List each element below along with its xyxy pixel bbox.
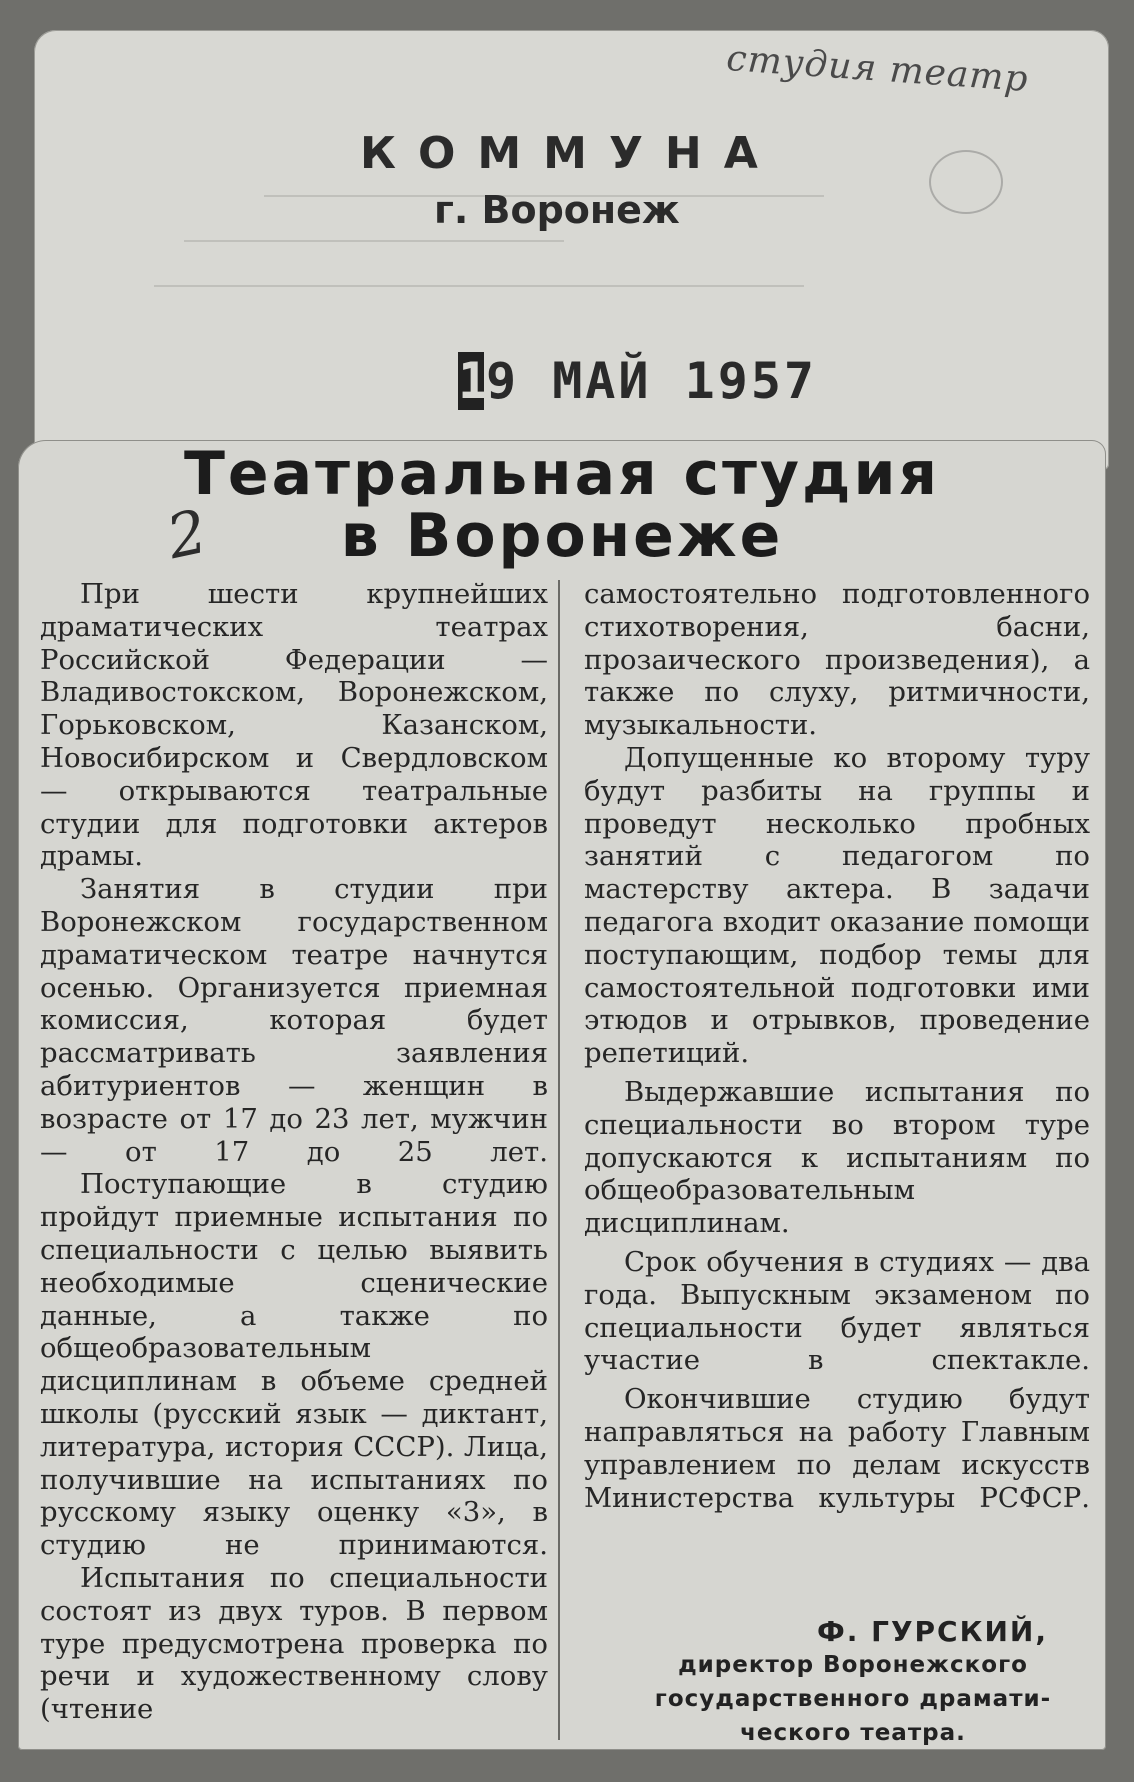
- faint-print-line: [184, 240, 564, 242]
- faint-print-line: [154, 285, 804, 287]
- paragraph: Выдержавшие испытания по специальности во втором туре допускаются к испытаниям по общеобразовательным дисциплинам.: [584, 1075, 1090, 1240]
- paragraph: Испытания по специальности состоят из двух туров. В первом туре предусмотрена проверка по речи и художественному слову (чтение: [40, 1561, 548, 1726]
- article-title-line-2: в Воронеже: [340, 501, 784, 571]
- author-position-line: ческого театра.: [740, 1720, 966, 1746]
- paragraph: Занятия в студии при Воронежском государственном драматическом театре начнутся осенью. Организуется приемная комиссия, которая будет рассматривать заявления абитуриентов — женщин в возрасте от 17 до 23 лет, мужчин — от 17 до 25 лет.: [40, 873, 548, 1168]
- handwritten-note: студия театр: [725, 38, 1030, 101]
- circle-mark: [929, 150, 1003, 214]
- date-stamp-text: 9 МАЙ 1957: [486, 352, 818, 410]
- paragraph: Поступающие в студию пройдут приемные испытания по специальности с целью выявить необходимые сценические данные, а также по общеобразовательным дисциплинам в объеме средней школы (русский язык — диктант, литература, история СССР). Лица, получившие на испытаниях по русскому языку оценку «3», в студию не принимаются.: [40, 1168, 548, 1562]
- newspaper-city: г. Воронеж: [434, 188, 680, 232]
- author-position-line: директор Воронежского: [678, 1652, 1028, 1678]
- author-position-line: государственного драмати-: [654, 1686, 1052, 1712]
- date-stamp: [458, 352, 817, 410]
- newspaper-name: КОММУНА: [360, 128, 780, 179]
- paragraph: При шести крупнейших драматических театрах Российской Федерации — Владивостокском, Воронежском, Горьковском, Казанском, Новосибирском и Свердловском — открываются театральные студии для подготовки актеров драмы.: [40, 578, 548, 873]
- margin-mark: 2: [161, 496, 214, 574]
- article-title-line-1: Театральная студия: [183, 439, 941, 509]
- article-right-column: [584, 578, 1090, 1514]
- article-clipping: [18, 440, 1106, 1750]
- paragraph: Допущенные ко второму туру будут разбиты на группы и проведут несколько пробных занятий с педагогом по мастерству актера. В задачи педагога входит оказание помощи поступающим, подбор темы для самостоятельной подготовки ими этюдов и отрывков, проведение репетиций.: [584, 741, 1090, 1070]
- author-name: Ф. ГУРСКИЙ,: [816, 1615, 1048, 1648]
- article-left-column: [40, 578, 548, 1726]
- paragraph: самостоятельно подготовленного стихотворения, басни, прозаического произведения), а также по слуху, ритмичности, музыкальности.: [584, 578, 1090, 742]
- paragraph: Срок обучения в студиях — два года. Выпускным экзаменом по специальности будет являться участие в спектакле.: [584, 1245, 1090, 1377]
- article-signature: [618, 1615, 1088, 1750]
- column-divider: [558, 580, 560, 1740]
- date-stamp-prefix: 1: [458, 352, 492, 410]
- paragraph: Окончившие студию будут направляться на работу Главным управлением по делам искусств Министерства культуры РСФСР.: [584, 1383, 1090, 1514]
